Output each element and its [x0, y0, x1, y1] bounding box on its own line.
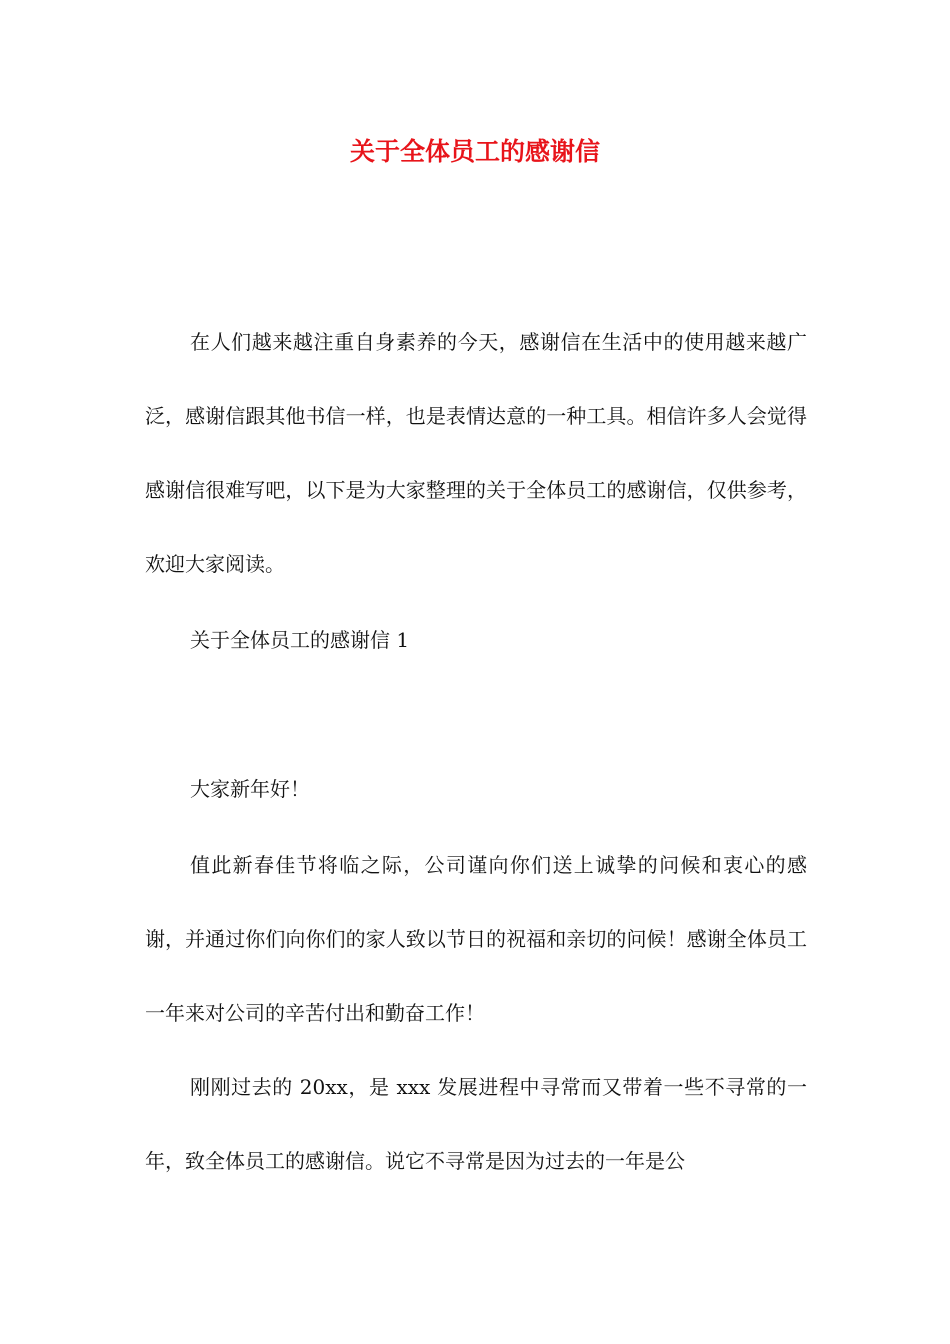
intro-paragraph: 在人们越来越注重自身素养的今天，感谢信在生活中的使用越来越广泛，感谢信跟其他书信一样，也是表情达意的一种工具。相信许多人会觉得感谢信很难写吧，以下是为大家整理的关于全体员工的感谢信，仅供参考，欢迎大家阅读。 — [145, 330, 807, 576]
document-title: 关于全体员工的感谢信 — [349, 137, 600, 166]
letter-heading-1: 关于全体员工的感谢信 1 — [190, 628, 410, 652]
body-paragraph-2: 刚刚过去的 20xx，是 xxx 发展进程中寻常而又带着一些不寻常的一年，致全体员工的感谢信。说它不寻常是因为过去的一年是公 — [145, 1075, 807, 1173]
greeting-paragraph: 大家新年好！ — [190, 777, 310, 801]
body-paragraph-1: 值此新春佳节将临之际，公司谨向你们送上诚挚的问候和衷心的感谢，并通过你们向你们的家人致以节日的祝福和亲切的问候！感谢全体员工一年来对公司的辛苦付出和勤奋工作！ — [145, 853, 807, 1025]
